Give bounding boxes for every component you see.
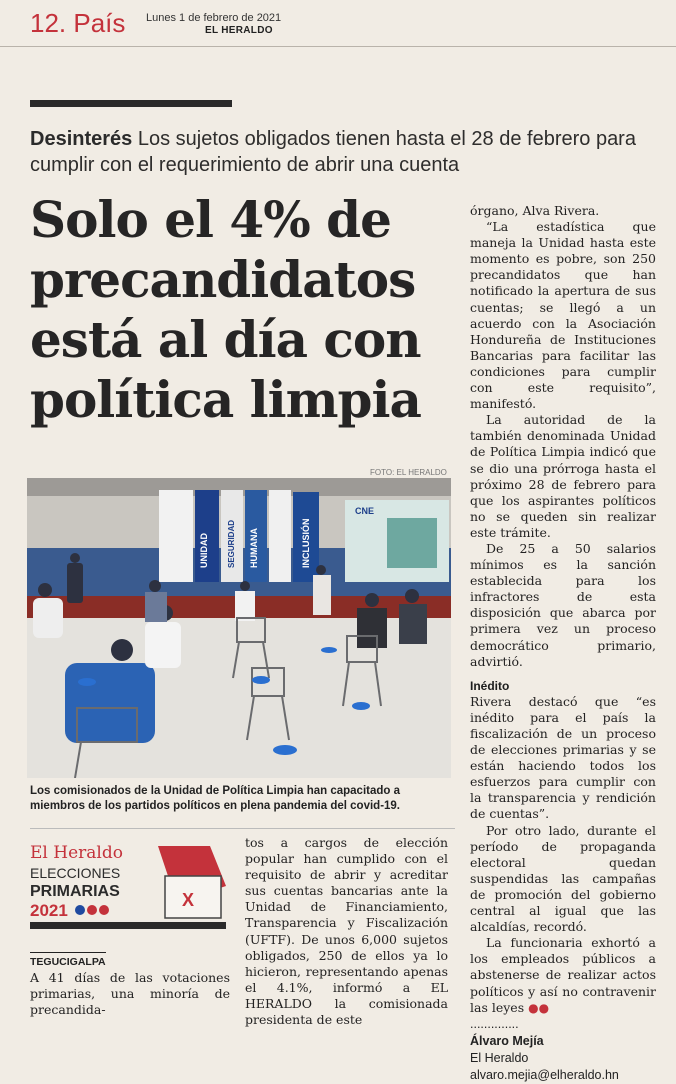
banner-label: UNIDAD — [199, 533, 209, 568]
caption-divider — [30, 828, 455, 829]
header-divider — [0, 46, 676, 47]
article-column-3 — [470, 203, 656, 1084]
author-email: alvaro.mejia@elheraldo.hn — [470, 1067, 619, 1082]
author-name: Álvaro Mejía — [470, 1033, 544, 1048]
article-headline: Solo el 4% de precandidatos está al día con política limpia — [30, 190, 421, 429]
photo-credit: FOTO: EL HERALDO — [370, 468, 447, 477]
logo-brand: El Heraldo — [30, 843, 123, 863]
paragraph — [470, 935, 656, 1015]
logo-line1: ELECCIONES — [30, 865, 121, 881]
end-mark: ●● — [528, 1000, 550, 1015]
deck-text: Los sujetos obligados tienen hasta el 28 de febrero para cumplir con el requerimiento de abrir una cuenta — [30, 128, 636, 176]
article-column-2 — [245, 835, 448, 1028]
logo-year: 2021 — [30, 901, 68, 920]
page-section-label: 12. País — [30, 8, 126, 38]
deck-bar — [30, 100, 232, 107]
article-photo — [27, 478, 451, 778]
elections-logo — [30, 836, 230, 936]
paragraph: Por otro lado, durante el período de propaganda electoral quedan suspendidas las campañas de promoción del gobierno central al igual que las alcaldías, recordó. — [470, 822, 656, 935]
dateline: TEGUCIGALPA — [30, 952, 106, 970]
deck-kicker: Desinterés — [30, 128, 133, 150]
newspaper-name: EL HERALDO — [205, 25, 273, 36]
banner-label: INCLUSIÓN — [301, 518, 311, 568]
paragraph: Rivera destacó que “es inédito para el país la fiscalización de un proceso de elecciones primarias y se están haciendo todos los esfuerzos para cumplir con la transparencia y rendición de cuentas”. — [470, 693, 656, 822]
paragraph: órgano, Alva Rivera. — [470, 203, 600, 218]
paragraph: De 25 a 50 salarios mínimos es la sanción establecida para los infractores de esta disposición que abarca por primera vez un proceso democrático primario, advirtió. — [470, 540, 656, 669]
screen-label: CNE — [355, 506, 375, 516]
svg-text:X: X — [182, 890, 195, 910]
article-column-1 — [30, 952, 230, 1018]
signature-separator: .............. — [470, 1016, 519, 1031]
paragraph: La autoridad de la también denominada Unidad de Política Limpia indicó que se dio una prórroga hasta el próximo 28 de febrero para que los aspirantes políticos no se queden sin realizar este trámite. — [470, 412, 656, 540]
issue-date: Lunes 1 de febrero de 2021 — [146, 12, 282, 24]
paragraph: “La estadística que maneja la Unidad hasta este momento es pobre, son 250 precandidatos que han notificado la apertura de sus cuentas; se llegó a un acuerdo con la Asociación Hondureña de Instituciones Bancarias para facilitar las condiciones para cumplir con este requisito”, manifestó. — [470, 219, 656, 412]
photo-caption: Los comisionados de la Unidad de Política Limpia han capacitado a miembros de los partidos políticos en plena pandemia del covid-19. — [30, 785, 401, 812]
banner-label: HUMANA — [249, 528, 259, 568]
paragraph-text: La funcionaria exhortó a los empleados públicos a abstenerse de realizar actos políticos y así no contravenir las leyes — [470, 935, 656, 1015]
paragraph: tos a cargos de elección popular han cumplido con el requisito de abrir y acreditar sus cuentas bancarias ante la Unidad de Financiamiento, Transparencia y Fiscalización (UFTF). De unos 6,000 sujetos obligados, 250 de ellos ya lo hicieron, representando apenas el 4.1%, informó a EL HERALDO la comisionada presidenta de este — [245, 835, 448, 1028]
banner-label: SEGURIDAD — [227, 519, 236, 568]
logo-line2: PRIMARIAS — [30, 883, 120, 900]
logo-bar — [30, 922, 226, 929]
author-outlet: El Heraldo — [470, 1050, 529, 1065]
paragraph: A 41 días de las votaciones primarias, una minoría de precandida- — [30, 970, 230, 1018]
subheading: Inédito — [470, 678, 510, 693]
article-deck — [30, 126, 655, 178]
